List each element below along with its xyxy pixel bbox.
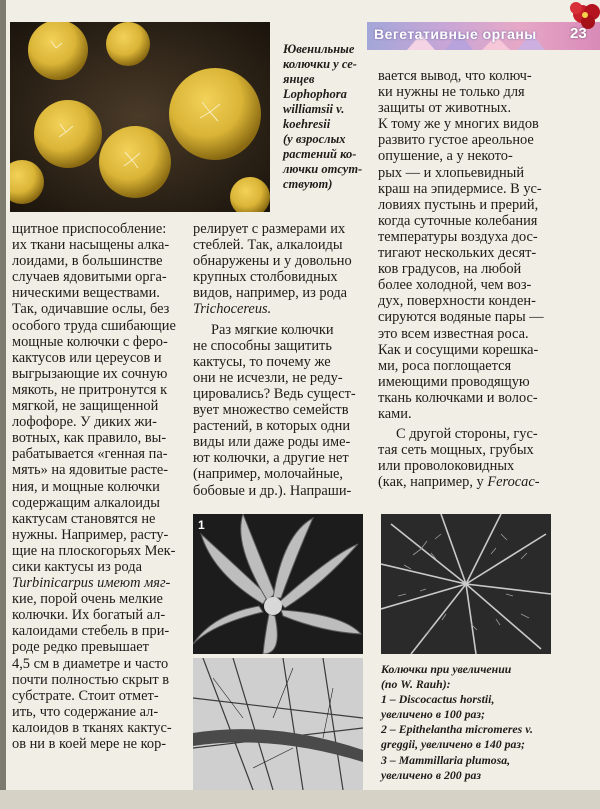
photo-3-mammillaria-spines	[193, 658, 363, 790]
photo-1-label: 1	[198, 518, 205, 532]
page-bottom-edge	[0, 790, 600, 809]
photo-2-epithelantha-spines	[381, 514, 551, 654]
ferocactus-line: (как, например, у Ferocac-	[378, 474, 540, 491]
text-column-2: релирует с размерами их стеблей. Так, алкалоиды обнаружены и у довольно крупных столбовидных видов, например, из рода Trichocereus. Раз мягкие колючки не способны защитить кактусы, то почему же они не исчезли, не реду- цировались? Ведь сущест- вует множество семейств растений, в которых одни виды или даже роды име- ют колючки, а другие нет (например, молочайные, бобовые и др.). Напраши-	[193, 221, 368, 499]
turbinicarpus-line: Turbinicarpus имеют мяг-	[12, 575, 171, 592]
text-column-1: щитное приспособление: их ткани насыщены алка- лоидами, в большинстве случаев ядовитыми орга- ническими веществами. Так, одичавшие ослы, без особого труда сшибающие мощные колючки с феро- кактусов или цереусов и выгрызающие их сочную мякоть, не притронутся к мягкой, не защищенной лофофоре. У диких жи- вотных, как правило, вы- рабатывается «генная па- мять» на ядовитые расте- ния, и мощные колючки содержащим алкалоиды кактусам становятся не нужны. Например, расту- щие на плоскогорьях Мек- сики кактусы из рода Turbinicarpus имеют мяг- кие, порой очень мелкие колючки. Их богатый ал- калоидами стебель в при- роде редко превышает 4,5 см в диаметре и часто почти полностью скрыт в субстрате. Стоит отмет- ить, что содержание ал- калоидов в тканях кактус- ов ни в коей мере не кор-	[12, 221, 184, 752]
section-title: Вегетативные органы	[374, 26, 537, 42]
lophophora-seedlings-photo	[10, 22, 270, 212]
bottom-photos-caption: Колючки при увеличении (по W. Rauh): 1 – Discocactus horstii, увеличено в 100 раз; 2 – Epithelantha micromeres v. greggii, увеличено в 140 раз; 3 – Mammillaria plumosa, увеличено в 200 раз	[381, 662, 533, 782]
top-photo-caption: Ювенильные колючки у се- янцев Lophophora williamsii v. koehresii (у взрослых растений ко- лючки отсут- ствуют)	[283, 42, 363, 191]
text-column-3: вается вывод, что колюч- ки нужны не только для защиты от животных. К тому же у многих видов развито густое ареольное опушение, а у некото- рых — и хлопьевидный краш на эпидермисе. В ус- ловиях пустынь и прерий, когда суточные колебания температуры воздуха дос- тигают нескольких десят- ков градусов, на любой более холодной, чем воз- дух, поверхности конден- сируются водяные пары — это всем известная роса. Как и сосущими корешка- ми, роса поглощается имеющими проводящую ткань колючками и волос- ками. С другой стороны, гус- тая сеть мощных, грубых или проволоковидных (как, например, у Ferocac-	[378, 68, 556, 490]
page-number: 23	[570, 25, 587, 42]
photo-1-discocactus-spines	[193, 514, 363, 654]
trichocereus-line: Trichocereus.	[193, 301, 272, 318]
page-gutter	[0, 0, 6, 809]
